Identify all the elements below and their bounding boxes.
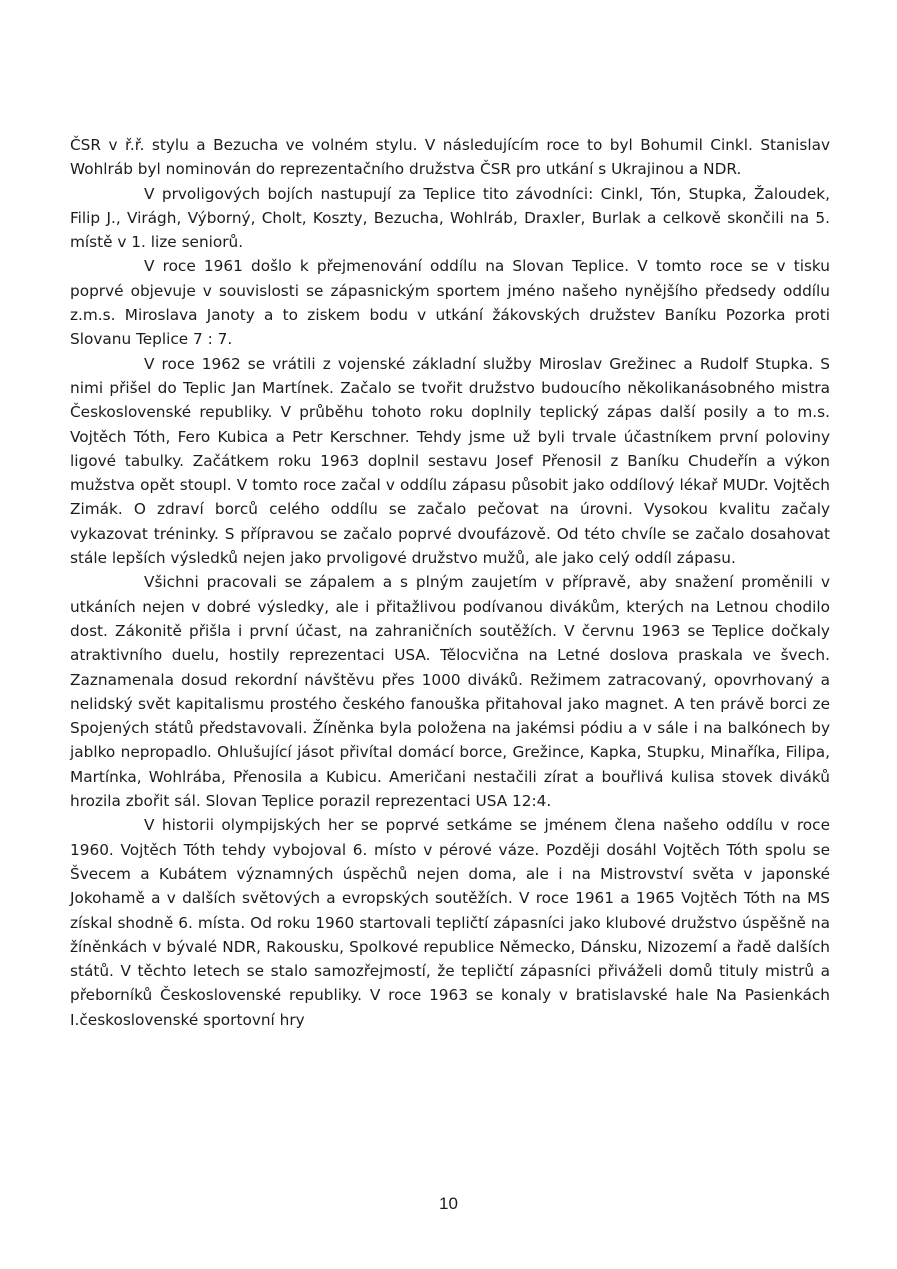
body-text (70, 133, 830, 1032)
paragraph-1: ČSR v ř.ř. stylu a Bezucha ve volném stylu. V následujícím roce to byl Bohumil Cinkl. Stanislav Wohlráb byl nominován do reprezentačního družstva ČSR pro utkání s Ukrajinou a NDR. (70, 136, 830, 179)
paragraph-5: Všichni pracovali se zápalem a s plným zaujetím v přípravě, aby snažení proměnili v utkáních nejen v dobré výsledky, ale i přitažlivou podívanou divákům, kterých na Letnou chodilo dost. Zákonitě přišla i první účast, na zahraničních soutěžích. V červnu 1963 se Teplice dočkaly atraktivního duelu, hostily reprezentaci USA. Tělocvična na Letné doslova praskala ve švech. Zaznamenala dosud rekordní návštěvu přes 1000 diváků. Režimem zatracovaný, opovrhovaný a nelidský svět kapitalismu prostého českého fanouška přitahoval jako magnet. A ten právě borci ze Spojených států představovali. Žíněnka byla položena na jakémsi pódiu a v sále i na balkónech by jablko nepropadlo. Ohlušující jásot přivítal domácí borce, Grežince, Kapka, Stupku, Minaříka, Filipa, Martínka, Wohlrába, Přenosila a Kubicu. Američani nestačili zírat a bouřlivá kulisa stovek diváků hrozila zbořit sál. Slovan Teplice porazil reprezentaci USA 12:4. (70, 573, 830, 811)
paragraph-4: V roce 1962 se vrátili z vojenské základní služby Miroslav Grežinec a Rudolf Stupka. S nimi přišel do Teplic Jan Martínek. Začalo se tvořit družstvo budoucího několikanásobného mistra Československé republiky. V průběhu tohoto roku doplnily teplický zápas další posily a to m.s. Vojtěch Tóth, Fero Kubica a Petr Kerschner. Tehdy jsme už byli trvale účastníkem první poloviny ligové tabulky. Začátkem roku 1963 doplnil sestavu Josef Přenosil z Baníku Chudeřín a výkon mužstva opět stoupl. V tomto roce začal v oddílu zápasu působit jako oddílový lékař MUDr. Vojtěch Zimák. O zdraví borců celého oddílu se začalo pečovat na úrovni. Vysokou kvalitu začaly vykazovat tréninky. S přípravou se začalo poprvé dvoufázově. Od této chvíle se začalo dosahovat stále lepších výsledků nejen jako prvoligové družstvo mužů, ale jako celý oddíl zápasu. (70, 354, 830, 568)
paragraph-2: V prvoligových bojích nastupují za Teplice tito závodníci: Cinkl, Tón, Stupka, Žaloudek, Filip J., Virágh, Výborný, Cholt, Koszty, Bezucha, Wohlráb, Draxler, Burlak a celkově skončili na 5. místě v 1. lize seniorů. (70, 184, 830, 252)
paragraph-6: V historii olympijských her se poprvé setkáme se jménem člena našeho oddílu v roce 1960. Vojtěch Tóth tehdy vybojoval 6. místo v pérové váze. Později dosáhl Vojtěch Tóth spolu se Švecem a Kubátem významných úspěchů nejen doma, ale i na Mistrovství světa v japonské Jokohamě a v dalších světových a evropských soutěžích. V roce 1961 a 1965 Vojtěch Tóth na MS získal shodně 6. místa. Od roku 1960 startovali tepličtí zápasníci jako klubové družstvo úspěšně na žíněnkách v bývalé NDR, Rakousku, Spolkové republice Německo, Dánsku, Nizozemí a řadě dalších států. V těchto letech se stalo samozřejmostí, že tepličtí zápasníci přiváželi domů tituly mistrů a přeborníků Československé republiky. V roce 1963 se konaly v bratislavské hale Na Pasienkách I.československé sportovní hry (70, 816, 830, 1029)
paragraph-3: V roce 1961 došlo k přejmenování oddílu na Slovan Teplice. V tomto roce se v tisku poprvé objevuje v souvislosti se zápasnickým sportem jméno našeho nynějšího předsedy oddílu z.m.s. Miroslava Janoty a to ziskem bodu v utkání žákovských družstev Baníku Pozorka proti Slovanu Teplice 7 : 7. (70, 257, 830, 349)
page-number: 10 (439, 1194, 458, 1213)
